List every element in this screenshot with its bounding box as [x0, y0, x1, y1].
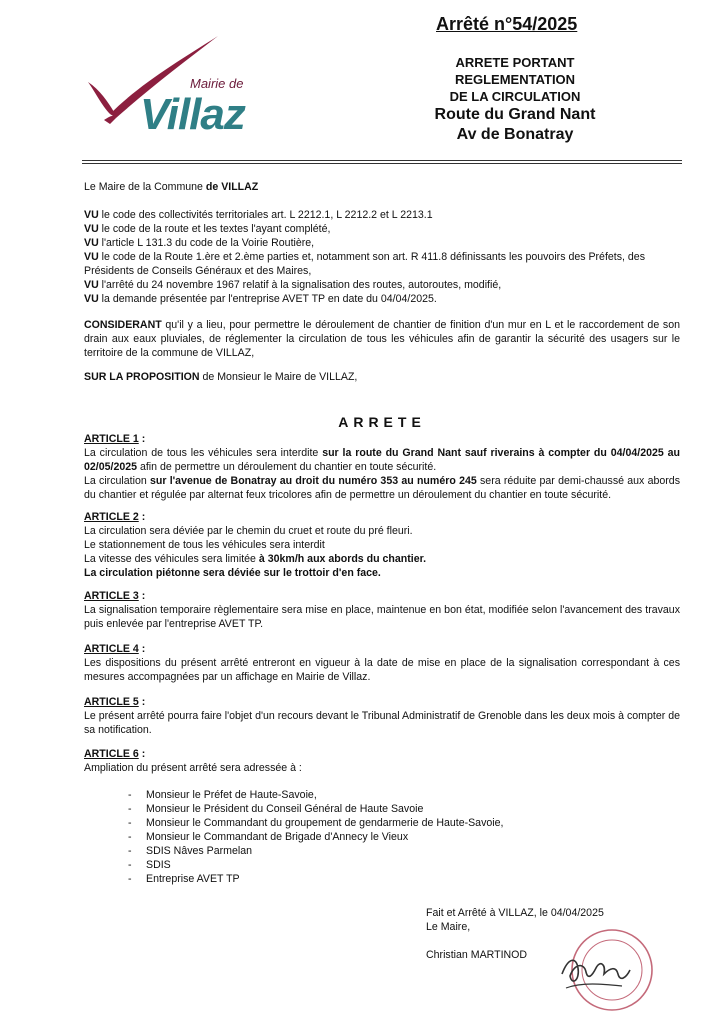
- article-4: [84, 642, 680, 684]
- article-colon: :: [138, 748, 146, 760]
- list-item-text: Monsieur le Préfet de Haute-Savoie,: [146, 789, 317, 801]
- article-3: [84, 589, 680, 631]
- official-stamp-icon: [552, 928, 662, 1018]
- article-bold-text: sur la route du Grand Nant sauf riverains à compter du 04/04/2025 au 02/05/2025: [84, 447, 680, 473]
- vu-text: le code des collectivités territoriales art. L 2212.1, L 2212.2 et L 2213.1: [98, 209, 433, 221]
- list-item-text: SDIS: [146, 859, 171, 871]
- vu-key: VU: [84, 293, 99, 305]
- list-item: [128, 816, 503, 830]
- vu-text: le code de la route et les textes l'ayant complété,: [98, 223, 331, 235]
- article-text: Ampliation du présent arrêté sera adressée à :: [84, 762, 302, 774]
- article-bold-text: à 30km/h aux abords du chantier.: [258, 553, 427, 565]
- article-head: ARTICLE 2: [84, 511, 139, 523]
- article-text: La vitesse des véhicules sera limitée: [84, 553, 259, 565]
- list-item: [128, 788, 503, 802]
- article-colon: :: [138, 433, 146, 445]
- vu-block: [84, 208, 680, 306]
- intro-line: [84, 180, 680, 194]
- list-item: [128, 830, 503, 844]
- proposition-line: [84, 370, 680, 384]
- considerant-text: qu'il y a lieu, pour permettre le déroulement de chantier de finition d'un mur en L et le raccordement de son drain aux eaux pluviales, de réglementer la circulation de tous les véhicules afin de garantir la sécurité des usagers sur le territoire de la commune de VILLAZ,: [84, 319, 680, 359]
- article-head: ARTICLE 4: [84, 643, 139, 655]
- list-item: [128, 844, 503, 858]
- article-text: Les dispositions du présent arrêté entreront en vigueur à la date de mise en place de la signalisation correspondant à ces mesures accompagnées par un affichage en Mairie de Villaz.: [84, 657, 680, 683]
- vu-key: VU: [84, 237, 99, 249]
- article-head: ARTICLE 3: [84, 590, 139, 602]
- list-item: [128, 872, 503, 886]
- intro-commune: de VILLAZ: [205, 181, 259, 193]
- title-block: [410, 54, 620, 145]
- list-dash: -: [128, 873, 132, 885]
- logo-mairie-text: Mairie de: [190, 76, 244, 91]
- article-text: sera réduite par demi-chaussé aux abords du chantier et régulée par alternat feux tricolores afin de permettre un déroulement du chantier en toute sécurité.: [84, 475, 680, 501]
- list-item-text: SDIS Nâves Parmelan: [146, 845, 252, 857]
- article-colon: :: [138, 590, 146, 602]
- arrete-number: Arrêté n°54/2025: [436, 14, 578, 34]
- ampliation-list: [128, 788, 503, 886]
- vu-key: VU: [84, 251, 99, 263]
- vu-key: VU: [84, 223, 99, 235]
- article-text: La circulation sera déviée par le chemin du cruet et route du pré fleuri.: [84, 525, 413, 537]
- list-dash: -: [128, 817, 132, 829]
- logo-villaz-text: Villaz: [140, 90, 245, 139]
- article-colon: :: [138, 696, 146, 708]
- signature-place-date: Fait et Arrêté à VILLAZ, le 04/04/2025: [426, 907, 604, 919]
- list-item: [128, 802, 503, 816]
- article-head: ARTICLE 6: [84, 748, 139, 760]
- signature-title: Le Maire,: [426, 921, 471, 933]
- article-colon: :: [138, 643, 146, 655]
- article-6: [84, 747, 680, 775]
- route-line: Av de Bonatray: [456, 126, 574, 143]
- considerant-paragraph: [84, 318, 680, 360]
- vu-key: VU: [84, 209, 99, 221]
- article-5: [84, 695, 680, 737]
- list-dash: -: [128, 845, 132, 857]
- list-dash: -: [128, 859, 132, 871]
- list-item-text: Entreprise AVET TP: [146, 873, 240, 885]
- article-text: La signalisation temporaire règlementaire sera mise en place, maintenue en bon état, modifiée selon l'avancement des travaux puis enlevée par l'entreprise AVET TP.: [84, 604, 680, 630]
- vu-text: l'article L 131.3 du code de la Voirie Routière,: [98, 237, 315, 249]
- vu-text: l'arrêté du 24 novembre 1967 relatif à la signalisation des routes, autoroutes, modifié,: [98, 279, 502, 291]
- list-item: [128, 858, 503, 872]
- divider-line: [82, 160, 682, 161]
- vu-text: la demande présentée par l'entreprise AVET TP en date du 04/04/2025.: [98, 293, 437, 305]
- list-item-text: Monsieur le Président du Conseil Général de Haute Savoie: [146, 803, 424, 815]
- proposition-key: SUR LA PROPOSITION: [84, 371, 200, 383]
- article-text: La circulation de tous les véhicules sera interdite: [84, 447, 323, 459]
- proposition-text: de Monsieur le Maire de VILLAZ,: [199, 371, 358, 383]
- title-line: ARRETE PORTANT: [455, 55, 575, 70]
- article-bold-text: sur l'avenue de Bonatray au droit du numéro 353 au numéro 245: [149, 475, 477, 487]
- article-colon: :: [138, 511, 146, 523]
- arrete-heading: ARRETE: [338, 414, 426, 430]
- signature-name: Christian MARTINOD: [426, 949, 528, 961]
- route-line: Route du Grand Nant: [434, 106, 596, 123]
- article-head: ARTICLE 1: [84, 433, 139, 445]
- intro-prefix: Le Maire de la Commune: [84, 181, 206, 193]
- list-item-text: Monsieur le Commandant de Brigade d'Annecy le Vieux: [146, 831, 409, 843]
- article-2: [84, 510, 680, 580]
- considerant-key: CONSIDERANT: [84, 319, 162, 331]
- vu-key: VU: [84, 279, 99, 291]
- divider-line: [82, 163, 682, 164]
- article-text: Le stationnement de tous les véhicules sera interdit: [84, 539, 325, 551]
- list-item-text: Monsieur le Commandant du groupement de gendarmerie de Haute-Savoie,: [146, 817, 504, 829]
- title-line: REGLEMENTATION: [454, 72, 576, 87]
- article-bold-text: La circulation piétonne sera déviée sur le trottoir d'en face.: [84, 567, 381, 579]
- title-line: DE LA CIRCULATION: [449, 89, 581, 104]
- mairie-logo: [80, 32, 280, 152]
- article-head: ARTICLE 5: [84, 696, 139, 708]
- list-dash: -: [128, 831, 132, 843]
- article-1: [84, 432, 680, 502]
- list-dash: -: [128, 803, 132, 815]
- list-dash: -: [128, 789, 132, 801]
- vu-text: le code de la Route 1.ère et 2.ème parties et, notamment son art. R 411.8 définissants les pouvoirs des Préfets, des Présidents de Conseils Généraux et des Maires,: [84, 251, 645, 277]
- article-text: La circulation: [84, 475, 150, 487]
- article-text: Le présent arrêté pourra faire l'objet d'un recours devant le Tribunal Administratif de Grenoble dans les deux mois à compter de sa notification.: [84, 710, 680, 736]
- article-text: afin de permettre un déroulement du chantier en toute sécurité.: [137, 461, 437, 473]
